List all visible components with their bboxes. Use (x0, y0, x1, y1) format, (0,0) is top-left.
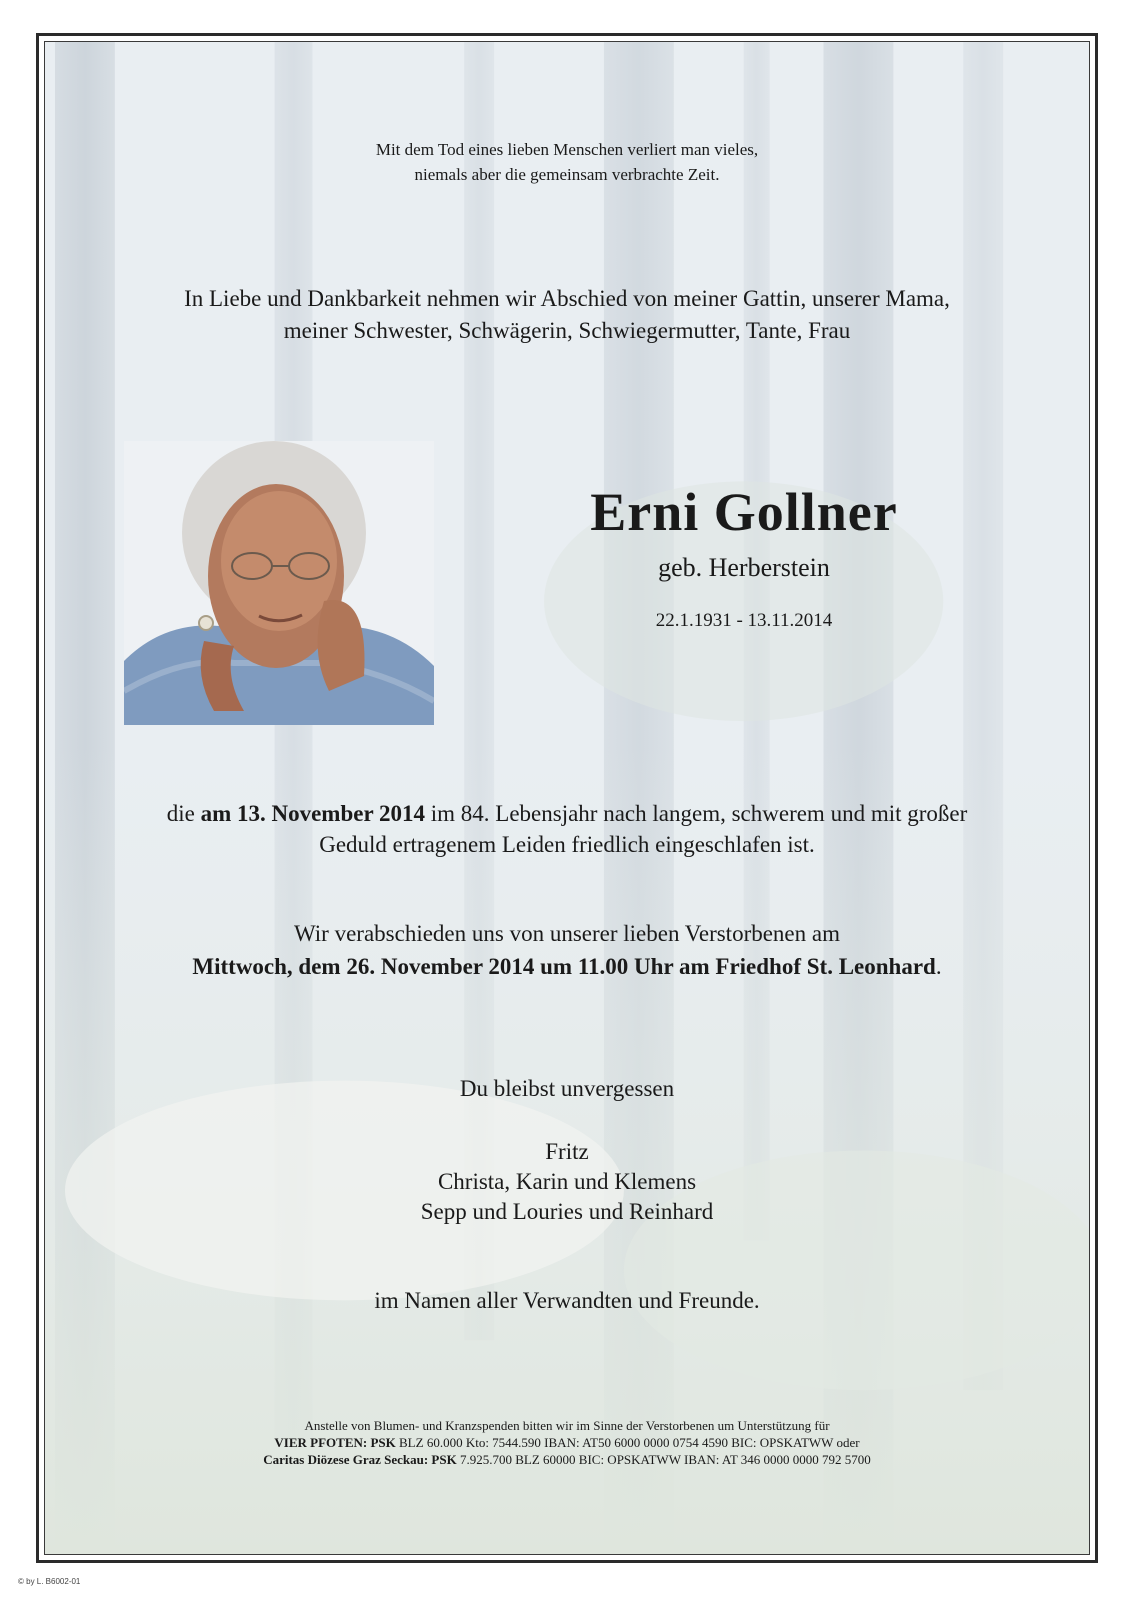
donation-details-1: BLZ 60.000 Kto: 7544.590 IBAN: AT50 6000 0000 0754 4590 BIC: OPSKATWW oder (399, 1435, 860, 1450)
intro-line-1: In Liebe und Dankbarkeit nehmen wir Abschied von meiner Gattin, unserer Mama, (184, 286, 950, 311)
funeral-line-1: Wir verabschieden uns von unserer lieben Verstorbenen am (294, 921, 840, 946)
donation-notice (44, 1417, 1090, 1468)
death-notice (44, 798, 1090, 860)
maiden-name: geb. Herberstein (658, 553, 830, 582)
death-prefix: die (166, 801, 195, 826)
family-member: Sepp und Louries und Reinhard (420, 1199, 714, 1224)
funeral-date-place: Mittwoch, dem 26. November 2014 um 11.00 Uhr am Friedhof St. Leonhard (192, 954, 936, 979)
funeral-line-2 (44, 950, 1090, 983)
motto (44, 137, 1090, 187)
donation-line-1: Anstelle von Blumen- und Kranzspenden bitten wir im Sinne der Verstorbenen um Unterstützung für (304, 1418, 830, 1433)
family-list (44, 1137, 1090, 1227)
donation-org-2: Caritas Diözese Graz Seckau: PSK (263, 1452, 457, 1467)
intro-line-2: meiner Schwester, Schwägerin, Schwiegermutter, Tante, Frau (283, 318, 851, 343)
life-dates: 22.1.1931 - 13.11.2014 (655, 610, 833, 631)
death-date: am 13. November 2014 (200, 801, 426, 826)
farewell-text: Du bleibst unvergessen (459, 1076, 675, 1101)
family-member: Christa, Karin und Klemens (437, 1169, 697, 1194)
deceased-name: Erni Gollner (590, 482, 898, 542)
donation-line-2 (44, 1434, 1090, 1451)
portrait-photo (124, 441, 434, 725)
intro-text (44, 283, 1090, 347)
death-rest: im 84. Lebensjahr nach langem, schwerem und mit großer (430, 801, 968, 826)
death-notice-line-2: Geduld ertragenem Leiden friedlich eingeschlafen ist. (319, 832, 815, 857)
relatives-text: im Namen aller Verwandten und Freunde. (374, 1288, 760, 1313)
obituary-content (44, 41, 1090, 1555)
copyright-mark: © by L. B6002-01 (18, 1577, 81, 1586)
funeral-period: . (935, 954, 942, 979)
death-notice-line-1 (44, 798, 1090, 829)
donation-line-3 (44, 1451, 1090, 1468)
family-member: Fritz (545, 1139, 589, 1164)
motto-line-2: niemals aber die gemeinsam verbrachte Zeit. (414, 165, 720, 184)
donation-org-1: VIER PFOTEN: PSK (274, 1435, 396, 1450)
funeral-info (44, 917, 1090, 983)
donation-details-2: 7.925.700 BLZ 60000 BIC: OPSKATWW IBAN: AT 346 0000 0000 792 5700 (459, 1452, 871, 1467)
motto-line-1: Mit dem Tod eines lieben Menschen verliert man vieles, (375, 140, 759, 159)
